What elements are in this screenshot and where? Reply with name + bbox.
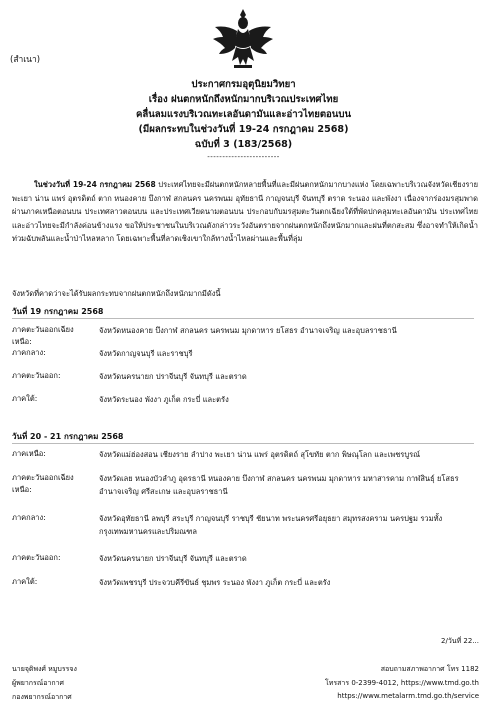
impact-period: (มีผลกระทบในช่วงวันที่ 19-24 กรกฎาคม 2568): [138, 124, 349, 135]
province-list: จังหวัดกาญจนบุรี และราชบุรี: [99, 349, 193, 358]
province-list: จังหวัดระนอง พังงา ภูเก็ต กระบี่ และตรัง: [99, 395, 229, 404]
garuda-emblem-icon: [210, 5, 276, 75]
province-list: จังหวัดอุทัยธานี ลพบุรี สระบุรี กาญจนบุรี ราชบุรี ชัยนาท พระนครศรีอยุธยา สมุทรสงคราม นครปฐม รวมทั้งกรุงเทพมหานครและปริมณฑล: [99, 514, 443, 536]
paragraph-text: ประเทศไทยจะมีฝนตกหนักหลายพื้นที่และมีฝนตกหนักมากบางแห่ง โดยเฉพาะบริเวณจังหวัดเชียงราย พะเยา น่าน แพร่ อุตรดิตถ์ ตาก หนองคาย บึงกาฬ สกลนคร นครพนม อุทัยธานี กาญจนบุรี จันทบุรี ตราด ระนอง และพังงา เนื่องจากร่องมรสุมพาดผ่านภาคเหนือตอนบน ประเทศลาวตอนบน และประเทศเวียดนามตอนบน ประกอบกับมรสุมตะวันตกเฉียงใต้ที่พัดปกคลุมทะเลอันดามัน ประเทศไทย และอ่าวไทยจะมีกำลังค่อนข้างแรง ขอให้ประชาชนในบริเวณดังกล่าวระวังอันตรายจากฝนตกหนักถึงหนักมากและฝนที่ตกสะสม ซึ่งอาจทำให้เกิดน้ำท่วมฉับพลันและน้ำป่าไหลหลาก โดยเฉพาะพื้นที่ลาดเชิงเขาใกล้ทางน้ำไหลผ่านและพื้นที่ลุ่ม: [12, 180, 478, 243]
divider: [12, 318, 474, 319]
region-label: ภาคตะวันออก:: [12, 553, 61, 562]
hotline: สอบถามสภาพอากาศ โทร 1182: [380, 665, 479, 673]
announcement-subject-2: คลื่นลมแรงบริเวณทะเลอันดามันและอ่าวไทยตอนบน: [135, 109, 352, 120]
service-url[interactable]: https://www.metalarm.tmd.go.th/service: [337, 692, 479, 700]
announcement-title: ประกาศกรมอุตุนิยมวิทยา: [191, 79, 296, 90]
region-label: ภาคเหนือ:: [12, 449, 46, 458]
province-list: จังหวัดเพชรบุรี ประจวบคีรีขันธ์ ชุมพร ระนอง พังงา ภูเก็ต กระบี่ และตรัง: [99, 578, 331, 587]
fax-website[interactable]: โทรสาร 0-2399-4012, https://www.tmd.go.th: [325, 679, 479, 687]
day-2-date: วันที่ 20 - 21 กรกฎาคม 2568: [12, 432, 124, 441]
signer-role: ผู้พยากรณ์อากาศ: [12, 679, 64, 687]
lead-date: ในช่วงวันที่ 19-24 กรกฎาคม 2568: [34, 180, 156, 189]
main-paragraph: [12, 178, 478, 246]
province-list: จังหวัดนครนายก ปราจีนบุรี จันทบุรี และตราด: [99, 554, 247, 563]
divider: [12, 443, 474, 444]
region-label: ภาคตะวันออกเฉียงเหนือ:: [12, 473, 74, 494]
province-list: จังหวัดหนองคาย บึงกาฬ สกลนคร นครพนม มุกดาหาร ยโสธร อำนาจเจริญ และอุบลราชธานี: [99, 326, 397, 335]
province-list: จังหวัดเลย หนองบัวลำภู อุดรธานี หนองคาย บึงกาฬ สกลนคร นครพนม มุกดาหาร มหาสารคาม กาฬสินธุ์ ยโสธร อำนาจเจริญ ศรีสะเกษ และอุบลราชธานี: [99, 474, 459, 496]
region-label: ภาคใต้:: [12, 577, 38, 586]
region-label: ภาคใต้:: [12, 394, 38, 403]
region-label: ภาคตะวันออก:: [12, 371, 61, 380]
announcement-subject: เรื่อง ฝนตกหนักถึงหนักมากบริเวณประเทศไทย: [148, 94, 339, 105]
signer-department: กองพยากรณ์อากาศ: [12, 693, 72, 701]
separator: ------------------------: [207, 153, 280, 161]
page-continuation: 2/วันที่ 22...: [441, 637, 479, 645]
region-label: ภาคกลาง:: [12, 348, 46, 357]
day-1-date: วันที่ 19 กรกฎาคม 2568: [12, 307, 104, 316]
province-list: จังหวัดแม่ฮ่องสอน เชียงราย ลำปาง พะเยา น่าน แพร่ อุตรดิตถ์ สุโขทัย ตาก พิษณุโลก และเพชรบูรณ์: [99, 450, 421, 459]
issue-number: ฉบับที่ 3 (183/2568): [194, 139, 293, 150]
region-label: ภาคตะวันออกเฉียงเหนือ:: [12, 325, 74, 346]
signer-name: นายจุติพงศ์ หมูบรรจง: [12, 665, 77, 673]
province-list: จังหวัดนครนายก ปราจีนบุรี จันทบุรี และตราด: [99, 372, 247, 381]
region-label: ภาคกลาง:: [12, 513, 46, 522]
copy-label: (สำเนา): [10, 55, 41, 65]
affected-note: จังหวัดที่คาดว่าจะได้รับผลกระทบจากฝนตกหนักถึงหนักมากมีดังนี้: [12, 289, 221, 298]
